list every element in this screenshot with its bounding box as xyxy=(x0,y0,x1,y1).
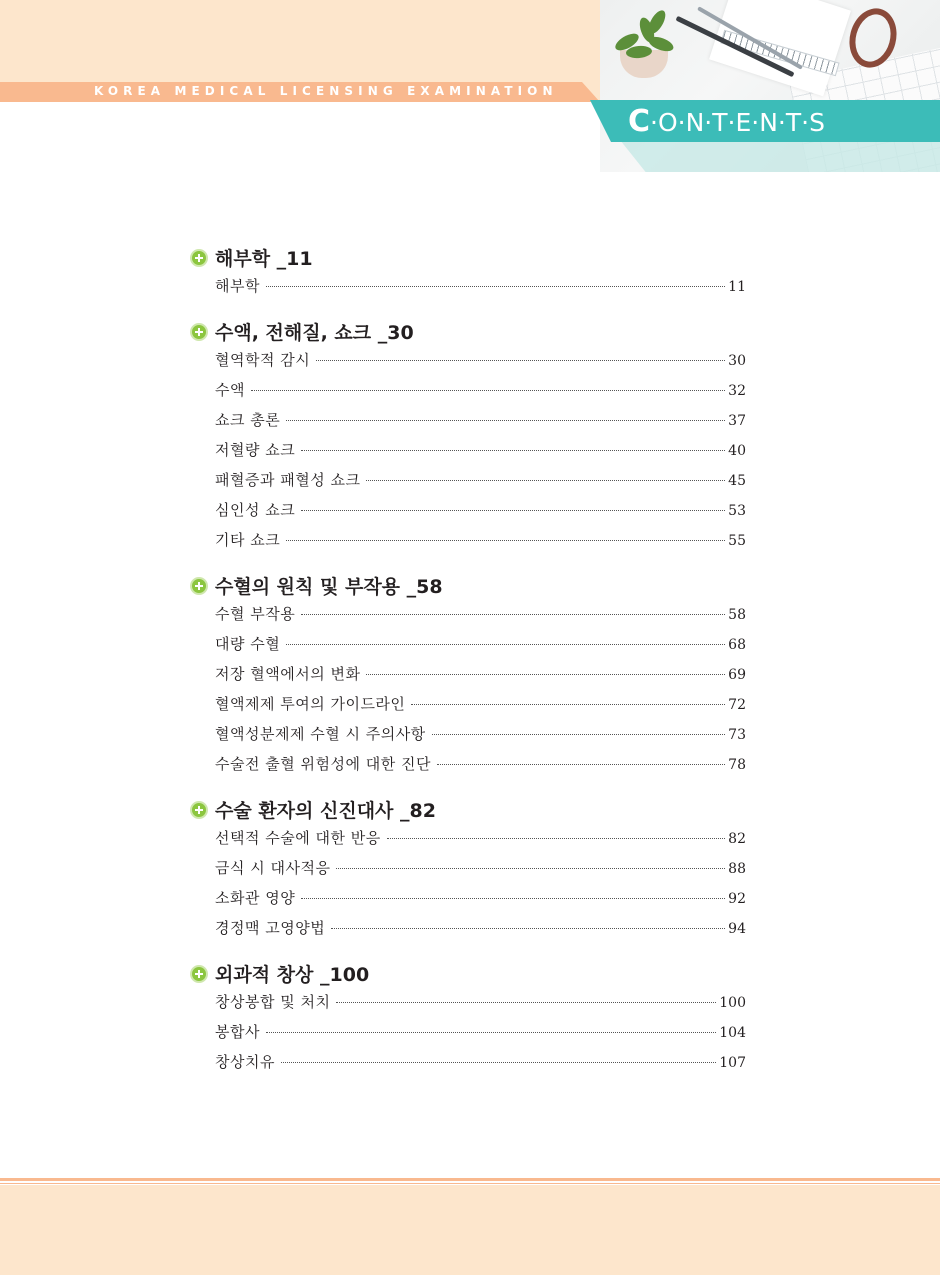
toc-entry[interactable] xyxy=(190,857,746,887)
toc-entry-label: 봉합사 xyxy=(215,1023,260,1041)
toc-entry[interactable] xyxy=(190,663,746,693)
toc-section-title: 외과적 창상 _100 xyxy=(215,964,370,986)
toc-entry-label: 경정맥 고영양법 xyxy=(215,919,326,937)
toc-section-title: 수액, 전해질, 쇼크 _30 xyxy=(215,322,414,344)
toc-section-head[interactable] xyxy=(190,314,746,349)
toc-entry-label: 저혈량 쇼크 xyxy=(215,441,296,459)
toc-section xyxy=(190,792,746,947)
toc-entry-page: 78 xyxy=(728,757,746,773)
dot-leader xyxy=(286,644,725,645)
toc-entry-label: 선택적 수술에 대한 반응 xyxy=(215,829,381,847)
toc-entry[interactable] xyxy=(190,529,746,559)
toc-entry-page: 72 xyxy=(728,697,746,713)
toc-section-title: 수술 환자의 신진대사 _82 xyxy=(215,800,436,822)
dot-leader xyxy=(432,734,725,735)
toc-entry-label: 혈역학적 감시 xyxy=(215,351,311,369)
dot-leader xyxy=(437,764,725,765)
toc-section-title: 해부학 _11 xyxy=(215,248,313,270)
toc-entry[interactable] xyxy=(190,753,746,783)
toc-entry-page: 73 xyxy=(728,727,746,743)
plus-circle-icon xyxy=(190,577,208,595)
toc-entry[interactable] xyxy=(190,469,746,499)
dot-leader xyxy=(301,450,725,451)
toc-section-head[interactable] xyxy=(190,792,746,827)
dot-leader xyxy=(301,510,725,511)
toc-entry-page: 53 xyxy=(728,503,746,519)
footer-rule-thin xyxy=(0,1183,940,1184)
toc-section-title: 수혈의 원칙 및 부작용 _58 xyxy=(215,576,443,598)
toc-entry-label: 수혈 부작용 xyxy=(215,605,296,623)
dot-leader xyxy=(266,286,725,287)
dot-leader xyxy=(366,480,725,481)
toc-entry-page: 69 xyxy=(728,667,746,683)
toc-entry-page: 32 xyxy=(728,383,746,399)
plant-leaf xyxy=(645,8,668,37)
toc-section xyxy=(190,956,746,1081)
plus-circle-icon xyxy=(190,249,208,267)
toc-entry[interactable] xyxy=(190,603,746,633)
dot-leader xyxy=(266,1032,716,1033)
toc-entry-label: 창상치유 xyxy=(215,1053,275,1071)
plus-circle-icon xyxy=(190,323,208,341)
exam-name: KOREA MEDICAL LICENSING EXAMINATION xyxy=(94,84,558,98)
footer-rule xyxy=(0,1178,940,1181)
toc-entry-page: 107 xyxy=(719,1055,746,1071)
toc-entry-label: 해부학 xyxy=(215,277,260,295)
toc-entry[interactable] xyxy=(190,693,746,723)
toc-entry-page: 100 xyxy=(719,995,746,1011)
toc-entry-page: 30 xyxy=(728,353,746,369)
dot-leader xyxy=(301,614,725,615)
toc-entry[interactable] xyxy=(190,633,746,663)
toc-entry-label: 혈액성분제제 수혈 시 주의사항 xyxy=(215,725,426,743)
toc-entry-label: 패혈증과 패혈성 쇼크 xyxy=(215,471,361,489)
dot-leader xyxy=(281,1062,716,1063)
dot-leader xyxy=(331,928,725,929)
toc-entry-page: 88 xyxy=(728,861,746,877)
dot-leader xyxy=(387,838,725,839)
toc-entry[interactable] xyxy=(190,1021,746,1051)
plus-circle-icon xyxy=(190,801,208,819)
dot-leader xyxy=(286,420,725,421)
toc-entry[interactable] xyxy=(190,991,746,1021)
toc-entry-page: 68 xyxy=(728,637,746,653)
toc-entry[interactable] xyxy=(190,349,746,379)
toc-entry-label: 수술전 출혈 위험성에 대한 진단 xyxy=(215,755,431,773)
toc-entry-page: 55 xyxy=(728,533,746,549)
dot-leader xyxy=(411,704,725,705)
toc-entry[interactable] xyxy=(190,723,746,753)
toc-entry-label: 기타 쇼크 xyxy=(215,531,281,549)
toc-section-head[interactable] xyxy=(190,956,746,991)
contents-band-shadow xyxy=(620,140,940,172)
toc-entry-page: 37 xyxy=(728,413,746,429)
dot-leader xyxy=(316,360,725,361)
contents-heading-initial: C xyxy=(628,104,651,139)
dot-leader xyxy=(366,674,725,675)
toc-entry-page: 82 xyxy=(728,831,746,847)
toc-entry-page: 104 xyxy=(719,1025,746,1041)
toc-entry-page: 45 xyxy=(728,473,746,489)
toc-section xyxy=(190,568,746,783)
toc-entry-label: 소화관 영양 xyxy=(215,889,296,907)
toc-entry-label: 창상봉합 및 처치 xyxy=(215,993,331,1011)
dot-leader xyxy=(336,868,725,869)
footer-band xyxy=(0,1185,940,1275)
toc-entry-page: 94 xyxy=(728,921,746,937)
table-of-contents xyxy=(190,240,746,1090)
toc-section xyxy=(190,240,746,305)
toc-section xyxy=(190,314,746,559)
toc-entry[interactable] xyxy=(190,439,746,469)
toc-entry-label: 심인성 쇼크 xyxy=(215,501,296,519)
toc-entry[interactable] xyxy=(190,409,746,439)
toc-entry[interactable] xyxy=(190,275,746,305)
contents-heading-rest: ·O·N·T·E·N·T·S xyxy=(650,108,825,137)
toc-entry-label: 쇼크 총론 xyxy=(215,411,281,429)
plus-circle-icon xyxy=(190,965,208,983)
toc-entry[interactable] xyxy=(190,499,746,529)
dot-leader xyxy=(286,540,725,541)
toc-entry-page: 92 xyxy=(728,891,746,907)
dot-leader xyxy=(301,898,725,899)
toc-entry-label: 대량 수혈 xyxy=(215,635,281,653)
toc-section-head[interactable] xyxy=(190,240,746,275)
dot-leader xyxy=(251,390,725,391)
toc-entry[interactable] xyxy=(190,827,746,857)
toc-entry-page: 40 xyxy=(728,443,746,459)
toc-entry[interactable] xyxy=(190,917,746,947)
toc-entry-page: 11 xyxy=(728,279,746,295)
toc-entry[interactable] xyxy=(190,379,746,409)
toc-entry-label: 금식 시 대사적응 xyxy=(215,859,331,877)
contents-heading xyxy=(628,104,825,139)
toc-entry-label: 저장 혈액에서의 변화 xyxy=(215,665,361,683)
toc-entry-label: 수액 xyxy=(215,381,245,399)
toc-section-head[interactable] xyxy=(190,568,746,603)
toc-entry[interactable] xyxy=(190,887,746,917)
toc-entry-label: 혈액제제 투여의 가이드라인 xyxy=(215,695,406,713)
toc-entry-page: 58 xyxy=(728,607,746,623)
toc-entry[interactable] xyxy=(190,1051,746,1081)
dot-leader xyxy=(336,1002,716,1003)
